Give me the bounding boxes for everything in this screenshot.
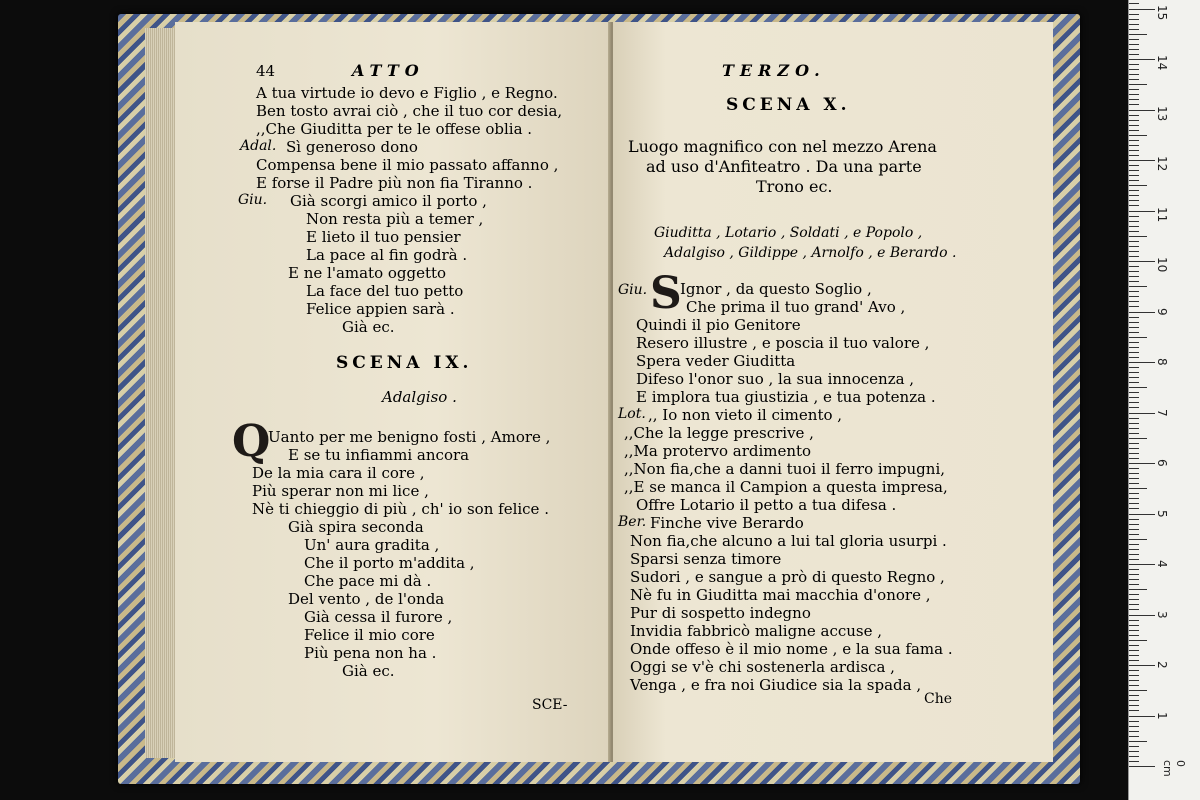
ruler-tick: [1129, 675, 1139, 676]
verse-line: Invidia fabbricò maligne accuse ,: [630, 622, 883, 640]
verse-line: Che pace mi dà .: [304, 572, 432, 590]
ruler-tick: [1129, 342, 1139, 343]
ruler-tick: [1129, 231, 1139, 232]
ruler-tick: [1129, 286, 1147, 287]
ruler-tick: [1129, 741, 1147, 742]
ruler-tick: [1129, 49, 1139, 50]
text-line: Già scorgi amico il porto ,: [290, 192, 487, 210]
ruler-tick: [1129, 514, 1155, 515]
ruler-tick: [1129, 216, 1139, 217]
verse-line: Nè ti chieggio di più , ch' io son felice .: [252, 500, 549, 518]
ruler-number: 2: [1155, 661, 1169, 669]
ruler-tick: [1129, 438, 1147, 439]
ruler-tick: [1129, 155, 1139, 156]
ruler-tick: [1129, 185, 1147, 186]
ruler-tick: [1129, 226, 1139, 227]
verse-line: E implora tua giustizia , e tua potenza .: [636, 388, 936, 406]
ruler-tick: [1129, 160, 1155, 161]
scene-title: SCENA IX.: [336, 353, 473, 373]
ruler-tick: [1129, 200, 1139, 201]
verse-line: E lieto il tuo pensier: [306, 228, 461, 246]
ruler-tick: [1129, 332, 1139, 333]
ruler-tick: [1129, 281, 1139, 282]
ruler-tick: [1129, 115, 1139, 116]
ruler-number: 3: [1155, 610, 1169, 619]
verse-line: Pur di sospetto indegno: [630, 604, 811, 622]
ruler-tick: [1129, 660, 1139, 661]
ruler-tick: [1129, 145, 1139, 146]
ruler-tick: [1129, 428, 1139, 429]
ruler-tick: [1129, 650, 1139, 651]
page-edges: [145, 28, 177, 758]
ruler-tick: [1129, 746, 1139, 747]
verse-line: ,,Che la legge prescrive ,: [624, 424, 814, 442]
verse-line: La pace al fin godrà .: [306, 246, 468, 264]
ruler-tick: [1129, 190, 1139, 191]
ruler-tick: [1129, 29, 1139, 30]
ruler-tick: [1129, 468, 1139, 469]
verse-line: E se tu infiammi ancora: [288, 446, 470, 464]
verse-line: Non fia,che alcuno a lui tal gloria usurpi .: [630, 532, 947, 550]
ruler-tick: [1129, 700, 1139, 701]
ruler-tick: [1129, 357, 1139, 358]
ruler-unit: 0 cm: [1161, 760, 1187, 777]
verse-line: ,,E se manca il Campion a questa impresa,: [624, 478, 948, 496]
text-line: A tua virtude io devo e Figlio , e Regno.: [256, 84, 558, 102]
text-line: ,,Che Giuditta per te le offese oblia .: [256, 120, 533, 138]
setting-line: Trono ec.: [756, 177, 833, 196]
ruler-tick: [1129, 130, 1139, 131]
ruler-tick: [1129, 519, 1139, 520]
ruler-tick: [1129, 104, 1139, 105]
ruler-tick: [1129, 625, 1139, 626]
ruler-tick: [1129, 140, 1139, 141]
ruler-tick: [1129, 352, 1139, 353]
ruler-tick: [1129, 306, 1139, 307]
ruler-tick: [1129, 241, 1139, 242]
ruler-tick: [1129, 34, 1147, 35]
ruler-tick: [1129, 493, 1139, 494]
ruler-number: 5: [1155, 509, 1169, 518]
ruler-tick: [1129, 630, 1139, 631]
ruler-tick: [1129, 251, 1139, 252]
ruler-tick: [1129, 458, 1139, 459]
speaker-label: Giu.: [238, 192, 268, 208]
ruler-tick: [1129, 39, 1139, 40]
ruler-tick: [1129, 276, 1139, 277]
ruler-number: 14: [1155, 55, 1169, 71]
ruler-tick: [1129, 271, 1139, 272]
page-number: 44: [256, 62, 276, 80]
verse-line: Spera veder Giuditta: [636, 352, 796, 370]
verse-line: La face del tuo petto: [306, 282, 464, 300]
ruler-number: 7: [1155, 408, 1169, 417]
ruler-tick: [1129, 54, 1139, 55]
measuring-ruler: [1128, 0, 1200, 800]
ruler-tick: [1129, 407, 1139, 408]
ruler-tick: [1129, 685, 1139, 686]
verse-line: Felice appien sarà .: [306, 300, 455, 318]
ruler-tick: [1129, 549, 1139, 550]
ruler-tick: [1129, 498, 1139, 499]
ruler-tick: [1129, 448, 1139, 449]
ruler-number: 4: [1155, 560, 1169, 568]
ruler-tick: [1129, 362, 1155, 363]
ruler-tick: [1129, 615, 1155, 616]
ruler-tick: [1129, 761, 1139, 762]
ruler-tick: [1129, 413, 1155, 414]
ruler-tick: [1129, 488, 1147, 489]
ruler-tick: [1129, 392, 1139, 393]
ruler-tick: [1129, 534, 1139, 535]
ruler-tick: [1129, 337, 1147, 338]
ruler-tick: [1129, 680, 1139, 681]
verse-line: Onde offeso è il mio nome , e la sua fama .: [630, 640, 953, 658]
ruler-tick: [1129, 433, 1139, 434]
ruler-tick: [1129, 402, 1139, 403]
ruler-tick: [1129, 554, 1139, 555]
ruler-tick: [1129, 84, 1147, 85]
persons-line: Adalgiso , Gildippe , Arnolfo , e Berardo .: [664, 245, 957, 261]
ruler-tick: [1129, 604, 1139, 605]
verse-line: Sparsi senza timore: [630, 550, 782, 568]
ruler-tick: [1129, 594, 1139, 595]
ruler-tick: [1129, 483, 1139, 484]
ruler-tick: [1129, 19, 1139, 20]
ruler-tick: [1129, 301, 1139, 302]
ruler-tick: [1129, 635, 1139, 636]
speaker-label: Giu.: [618, 282, 648, 298]
setting-line: Luogo magnifico con nel mezzo Arena: [628, 137, 937, 156]
persons-line: Giuditta , Lotario , Soldati , e Popolo ,: [654, 225, 923, 241]
ruler-tick: [1129, 710, 1139, 711]
ruler-tick: [1129, 180, 1139, 181]
ruler-tick: [1129, 367, 1139, 368]
ruler-tick: [1129, 256, 1139, 257]
ruler-tick: [1129, 579, 1139, 580]
ruler-tick: [1129, 584, 1139, 585]
ruler-number: 8: [1155, 358, 1169, 366]
ruler-tick: [1129, 44, 1139, 45]
ruler-tick: [1129, 655, 1139, 656]
ruler-tick: [1129, 508, 1139, 509]
ruler-tick: [1129, 731, 1139, 732]
running-header-right: TERZO.: [722, 61, 826, 80]
text-line: Ben tosto avrai ciò , che il tuo cor desia,: [256, 102, 563, 120]
ruler-tick: [1129, 559, 1139, 560]
scene-persons: Adalgiso .: [382, 388, 457, 406]
ruler-tick: [1129, 195, 1139, 196]
ruler-number: 9: [1155, 307, 1169, 316]
ruler-number: 15: [1155, 4, 1169, 20]
ruler-tick: [1129, 382, 1139, 383]
ruler-tick: [1129, 766, 1155, 767]
ruler-tick: [1129, 529, 1139, 530]
ruler-tick: [1129, 296, 1139, 297]
ruler-tick: [1129, 539, 1147, 540]
ruler-tick: [1129, 705, 1139, 706]
verse-line: Nè fu in Giuditta mai macchia d'onore ,: [630, 586, 931, 604]
ruler-tick: [1129, 599, 1139, 600]
ruler-tick: [1129, 211, 1155, 212]
ruler-tick: [1129, 726, 1139, 727]
verse-line: Più pena non ha .: [304, 644, 437, 662]
verse-line: Offre Lotario il petto a tua difesa .: [636, 496, 897, 514]
text-line: E forse il Padre più non fia Tiranno .: [256, 174, 533, 192]
verse-line: ,,Non fia,che a danni tuoi il ferro impugni,: [624, 460, 946, 478]
verse-line: Più sperar non mi lice ,: [252, 482, 429, 500]
ruler-tick: [1129, 64, 1139, 65]
verse-line: Oggi se v'è chi sostenerla ardisca ,: [630, 658, 895, 676]
ruler-tick: [1129, 418, 1139, 419]
text-line: Compensa bene il mio passato affanno ,: [256, 156, 559, 174]
ruler-tick: [1129, 291, 1139, 292]
verse-line: Del vento , de l'onda: [288, 590, 445, 608]
ruler-tick: [1129, 14, 1139, 15]
ruler-tick: [1129, 170, 1139, 171]
scene-title: SCENA X.: [726, 95, 851, 115]
ruler-tick: [1129, 120, 1139, 121]
ruler-tick: [1129, 524, 1139, 525]
ruler-tick: [1129, 79, 1139, 80]
ruler-tick: [1129, 716, 1155, 717]
ruler-tick: [1129, 387, 1147, 388]
speaker-label: Ber.: [618, 514, 647, 530]
speaker-label: Lot.: [618, 406, 646, 422]
ruler-tick: [1129, 261, 1155, 262]
ruler-tick: [1129, 312, 1155, 313]
text-line: Sì generoso dono: [286, 138, 418, 156]
verse-line: ,, Io non vieto il cimento ,: [648, 406, 843, 424]
ruler-number: 6: [1155, 459, 1169, 467]
ruler-tick: [1129, 478, 1139, 479]
verse-line: Un' aura gradita ,: [304, 536, 440, 554]
verse-line: Felice il mio core: [304, 626, 435, 644]
ruler-tick: [1129, 266, 1139, 267]
ruler-tick: [1129, 125, 1139, 126]
ruler-number: 13: [1155, 105, 1169, 121]
verse-line: Non resta più a temer ,: [306, 210, 484, 228]
verse-line: Già cessa il furore ,: [304, 608, 453, 626]
ruler-tick: [1129, 544, 1139, 545]
verse-line: De la mia cara il core ,: [252, 464, 425, 482]
ruler-tick: [1129, 150, 1139, 151]
ruler-tick: [1129, 609, 1139, 610]
ruler-tick: [1129, 165, 1139, 166]
verse-line: Che il porto m'addita ,: [304, 554, 475, 572]
verse-line: Già spira seconda: [288, 518, 424, 536]
ruler-tick: [1129, 695, 1139, 696]
ruler-tick: [1129, 89, 1139, 90]
verse-line: Sudori , e sangue a prò di questo Regno ,: [630, 568, 945, 586]
ruler-tick: [1129, 589, 1147, 590]
ruler-tick: [1129, 503, 1139, 504]
speaker-label: Adal.: [240, 138, 277, 154]
drop-capital: Q: [232, 416, 271, 467]
verse-line: Già ec.: [342, 318, 395, 336]
ruler-tick: [1129, 99, 1139, 100]
running-header-left: ATTO: [352, 61, 425, 80]
ruler-tick: [1129, 317, 1139, 318]
ruler-tick: [1129, 690, 1147, 691]
ruler-tick: [1129, 756, 1139, 757]
verse-line: Che prima il tuo grand' Avo ,: [686, 298, 906, 316]
ruler-tick: [1129, 564, 1155, 565]
ruler-number: 10: [1155, 257, 1169, 273]
ruler-tick: [1129, 175, 1139, 176]
ruler-tick: [1129, 221, 1139, 222]
ruler-tick: [1129, 135, 1147, 136]
drop-capital: S: [650, 268, 682, 319]
ruler-tick: [1129, 397, 1139, 398]
ruler-tick: [1129, 665, 1155, 666]
ruler-tick: [1129, 377, 1139, 378]
ruler-tick: [1129, 347, 1139, 348]
ruler-tick: [1129, 640, 1147, 641]
ruler-tick: [1129, 59, 1155, 60]
ruler-tick: [1129, 74, 1139, 75]
ruler-tick: [1129, 110, 1155, 111]
ruler-tick: [1129, 751, 1139, 752]
ruler-tick: [1129, 463, 1155, 464]
ruler-tick: [1129, 574, 1139, 575]
ruler-tick: [1129, 94, 1139, 95]
ruler-tick: [1129, 443, 1139, 444]
ruler-tick: [1129, 246, 1139, 247]
ruler-number: 12: [1155, 156, 1169, 172]
verse-line: Ignor , da questo Soglio ,: [680, 280, 872, 298]
ruler-tick: [1129, 236, 1147, 237]
ruler-tick: [1129, 569, 1139, 570]
ruler-number: 1: [1155, 711, 1169, 720]
ruler-tick: [1129, 69, 1139, 70]
ruler-tick: [1129, 721, 1139, 722]
verse-line: Finche vive Berardo: [650, 514, 804, 532]
verse-line: Venga , e fra noi Giudice sia la spada ,: [630, 676, 922, 694]
ruler-tick: [1129, 473, 1139, 474]
ruler-tick: [1129, 9, 1155, 10]
ruler-number: 11: [1155, 206, 1169, 222]
verse-line: Già ec.: [342, 662, 395, 680]
catchword: SCE-: [532, 697, 568, 713]
ruler-tick: [1129, 322, 1139, 323]
ruler-tick: [1129, 620, 1139, 621]
ruler-tick: [1129, 645, 1139, 646]
ruler-tick: [1129, 205, 1139, 206]
ruler-tick: [1129, 736, 1139, 737]
verse-line: ,,Ma protervo ardimento: [624, 442, 812, 460]
ruler-tick: [1129, 24, 1139, 25]
ruler-tick: [1129, 453, 1139, 454]
verse-line: Uanto per me benigno fosti , Amore ,: [268, 428, 551, 446]
catchword: Che: [924, 691, 953, 707]
verse-line: Quindi il pio Genitore: [636, 316, 801, 334]
ruler-tick: [1129, 3, 1139, 4]
setting-line: ad uso d'Anfiteatro . Da una parte: [646, 157, 922, 176]
verse-line: Difeso l'onor suo , la sua innocenza ,: [636, 370, 915, 388]
ruler-tick: [1129, 670, 1139, 671]
ruler-tick: [1129, 327, 1139, 328]
ruler-tick: [1129, 423, 1139, 424]
verse-line: E ne l'amato oggetto: [288, 264, 447, 282]
ruler-tick: [1129, 372, 1139, 373]
verse-line: Resero illustre , e poscia il tuo valore ,: [636, 334, 930, 352]
